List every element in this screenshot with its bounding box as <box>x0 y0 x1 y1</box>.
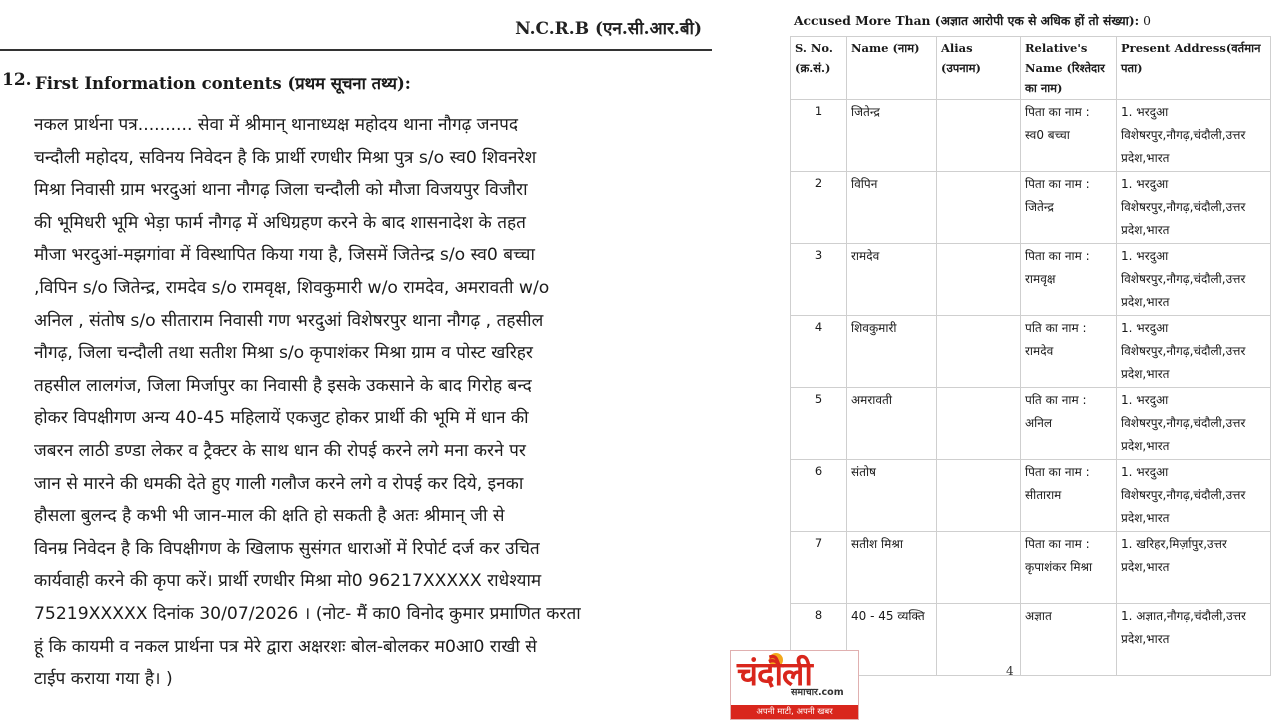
logo-sub-text: समाचार.com <box>791 687 844 698</box>
chandauli-samachar-logo <box>730 650 859 720</box>
cell-relative-name: पति का नाम : रामदेव <box>1021 316 1117 388</box>
header-present-address: Present Address(वर्तमान पता) <box>1117 37 1271 100</box>
fir-text-line: नौगढ़, जिला चन्दौली तथा सतीश मिश्रा s/o कृपाशंकर मिश्रा ग्राम व पोस्ट खरिहर <box>34 343 533 364</box>
cell-relative-name: पति का नाम : अनिल <box>1021 388 1117 460</box>
fir-right-page <box>784 0 1280 720</box>
cell-present-address: 1. भरदुआ विशेषरपुर,नौगढ़,चंदौली,उत्तर प्रदेश,भारत <box>1117 460 1271 532</box>
fir-text-line: 75219XXXXX दिनांक 30/07/2026 । (नोट- मैं का0 विनोद कुमार प्रमाणित करता <box>34 603 581 624</box>
fir-text-line: मौजा भरदुआं-मझगांवा में विस्थापित किया गया है, जिसमें जितेन्द्र s/o स्व0 बच्चा <box>34 245 535 266</box>
accused-row <box>791 388 1271 460</box>
accused-more-than-line <box>794 12 1151 29</box>
fir-text-line: हौसला बुलन्द है कभी भी जान-माल की क्षति हो सकती है अतः श्रीमान् जी से <box>34 506 505 527</box>
cell-present-address: 1. भरदुआ विशेषरपुर,नौगढ़,चंदौली,उत्तर प्रदेश,भारत <box>1117 244 1271 316</box>
cell-sno: 7 <box>791 532 847 604</box>
accused-row <box>791 316 1271 388</box>
cell-name: जितेन्द्र <box>847 100 937 172</box>
cell-alias <box>937 460 1021 532</box>
cell-name: शिवकुमारी <box>847 316 937 388</box>
cell-name: सतीश मिश्रा <box>847 532 937 604</box>
cell-name: 40 - 45 व्यक्ति <box>847 604 937 676</box>
cell-alias <box>937 100 1021 172</box>
fir-text-line: जबरन लाठी डण्डा लेकर व ट्रैक्टर के साथ धान की रोपई करने लगे मना करने पर <box>34 440 526 461</box>
fir-text-line: नकल प्रार्थना पत्र.......... सेवा में श्रीमान् थानाध्यक्ष महोदय थाना नौगढ़ जनपद <box>34 115 518 135</box>
accused-table-header-row <box>791 37 1271 100</box>
cell-name: रामदेव <box>847 244 937 316</box>
cell-relative-name: पिता का नाम : कृपाशंकर मिश्रा <box>1021 532 1117 604</box>
logo-main-text: चंदौली <box>737 654 812 693</box>
cell-alias <box>937 388 1021 460</box>
cell-present-address: 1. भरदुआ विशेषरपुर,नौगढ़,चंदौली,उत्तर प्रदेश,भारत <box>1117 172 1271 244</box>
header-divider <box>0 49 712 51</box>
cell-sno: 2 <box>791 172 847 244</box>
cell-name: विपिन <box>847 172 937 244</box>
section-number: 12. <box>2 70 32 90</box>
accused-row <box>791 532 1271 604</box>
fir-text-line: तहसील लालगंज, जिला मिर्जापुर का निवासी है इसके उकसाने के बाद गिरोह बन्द <box>34 375 532 396</box>
cell-sno: 6 <box>791 460 847 532</box>
cell-relative-name: पिता का नाम : जितेन्द्र <box>1021 172 1117 244</box>
fir-text-line: जान से मारने की धमकी देते हुए गाली गलौज करने लगे व रोपई कर दिये, इनका <box>34 473 524 494</box>
accused-row <box>791 460 1271 532</box>
cell-name: अमरावती <box>847 388 937 460</box>
accused-table <box>790 36 1271 676</box>
fir-text-line: टाईप कराया गया है। ) <box>34 669 173 690</box>
ncrb-header: N.C.R.B (एन.सी.आर.बी) <box>515 19 702 39</box>
cell-relative-name: अज्ञात <box>1021 604 1117 676</box>
accused-row <box>791 604 1271 676</box>
cell-alias <box>937 532 1021 604</box>
fir-text-line: मिश्रा निवासी ग्राम भरदुआं थाना नौगढ़ जिला चन्दौली को मौजा विजयपुर विजौरा <box>34 180 528 201</box>
cell-relative-name: पिता का नाम : सीताराम <box>1021 460 1117 532</box>
cell-present-address: 1. खरिहर,मिर्ज़ापुर,उत्तर प्रदेश,भारत <box>1117 532 1271 604</box>
fir-text-line: अनिल , संतोष s/o सीताराम निवासी गण भरदुआं विशेषरपुर थाना नौगढ़ , तहसील <box>34 310 544 331</box>
cell-alias <box>937 172 1021 244</box>
accused-row <box>791 244 1271 316</box>
cell-sno: 5 <box>791 388 847 460</box>
fir-text-line: होकर विपक्षीगण अन्य 40-45 महिलायें एकजुट होकर प्रार्थी की भूमि में धान की <box>34 408 529 429</box>
logo-tagline: अपनी माटी, अपनी खबर <box>731 705 858 719</box>
accused-table-body <box>791 100 1271 676</box>
fir-text-line: ,विपिन s/o जितेन्द्र, रामदेव s/o रामवृक्ष, शिवकुमारी w/o रामदेव, अमरावती w/o <box>34 277 550 298</box>
cell-name: संतोष <box>847 460 937 532</box>
fir-text-line: की भूमिधरी भूमि भेड़ा फार्म नौगढ़ में अधिग्रहण करने के बाद शासनादेश के तहत <box>34 212 526 233</box>
cell-sno: 1 <box>791 100 847 172</box>
cell-sno: 8 <box>791 604 847 676</box>
accused-more-than-label: Accused More Than (अज्ञात आरोपी एक से अधिक हों तो संख्या): <box>794 13 1140 28</box>
header-sno: S. No. (क्र.सं.) <box>791 37 847 100</box>
cell-present-address: 1. अज्ञात,नौगढ़,चंदौली,उत्तर प्रदेश,भारत <box>1117 604 1271 676</box>
fir-text-line: कार्यवाही करने की कृपा करें। प्रार्थी रणधीर मिश्रा मो0 96217XXXXX राधेश्याम <box>34 571 542 592</box>
section-title: First Information contents (प्रथम सूचना तथ्य): <box>35 74 411 93</box>
header-alias: Alias (उपनाम) <box>937 37 1021 100</box>
cell-alias <box>937 316 1021 388</box>
accused-more-than-count: 0 <box>1143 14 1151 28</box>
page-number: 4 <box>1006 664 1014 678</box>
cell-relative-name: पिता का नाम : रामवृक्ष <box>1021 244 1117 316</box>
cell-alias <box>937 244 1021 316</box>
cell-present-address: 1. भरदुआ विशेषरपुर,नौगढ़,चंदौली,उत्तर प्रदेश,भारत <box>1117 100 1271 172</box>
accused-row <box>791 172 1271 244</box>
fir-text-line: चन्दौली महोदय, सविनय निवेदन है कि प्रार्थी रणधीर मिश्रा पुत्र s/o स्व0 शिवनरेश <box>34 147 537 168</box>
cell-sno: 4 <box>791 316 847 388</box>
cell-present-address: 1. भरदुआ विशेषरपुर,नौगढ़,चंदौली,उत्तर प्रदेश,भारत <box>1117 388 1271 460</box>
fir-text-line: हूं कि कायमी व नकल प्रार्थना पत्र मेरे द्वारा अक्षरशः बोल-बोलकर म0आ0 राखी से <box>34 636 537 657</box>
cell-relative-name: पिता का नाम : स्व0 बच्चा <box>1021 100 1117 172</box>
fir-text-line: विनम्र निवेदन है कि विपक्षीगण के खिलाफ सुसंगत धाराओं में रिपोर्ट दर्ज कर उचित <box>34 538 540 559</box>
header-name: Name (नाम) <box>847 37 937 100</box>
accused-row <box>791 100 1271 172</box>
cell-sno: 3 <box>791 244 847 316</box>
header-relative-name: Relative's Name (रिश्तेदार का नाम) <box>1021 37 1117 100</box>
first-information-text <box>34 109 704 696</box>
cell-present-address: 1. भरदुआ विशेषरपुर,नौगढ़,चंदौली,उत्तर प्रदेश,भारत <box>1117 316 1271 388</box>
